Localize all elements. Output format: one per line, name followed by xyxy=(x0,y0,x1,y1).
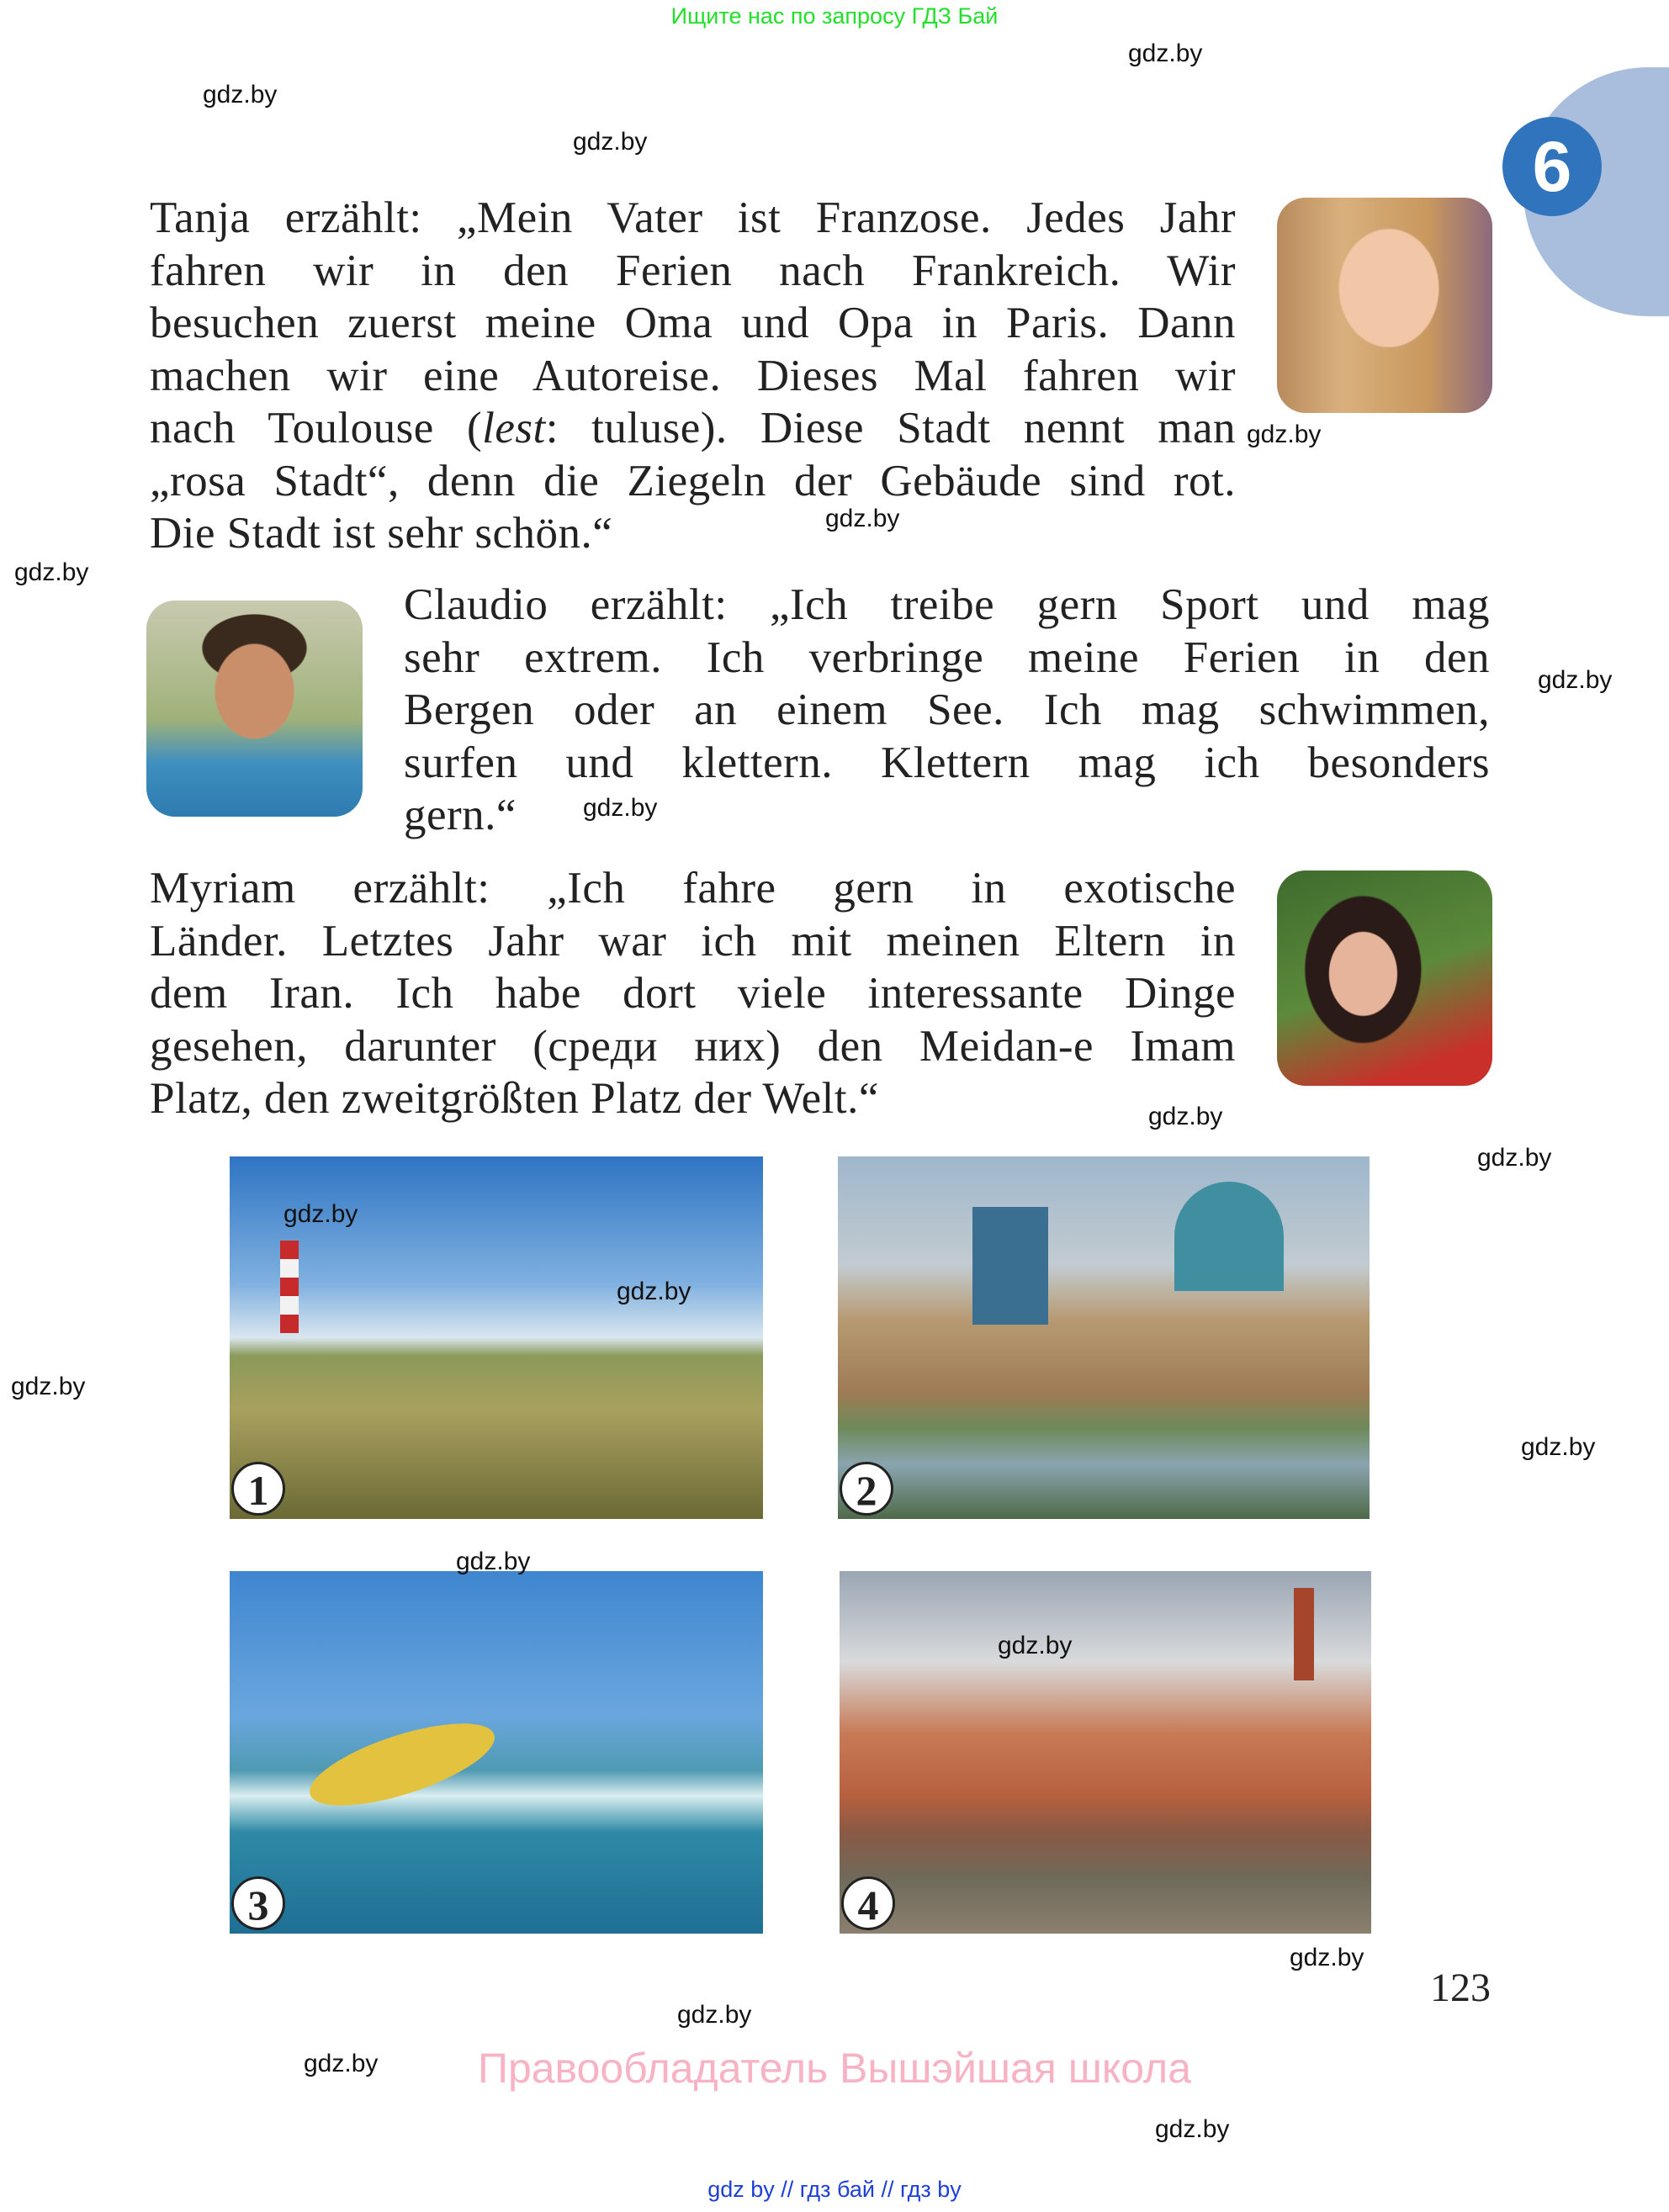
text-line: „rosa Stadt“, denn die Ziegeln der Gebäude sind rot. xyxy=(150,456,1236,505)
watermark: gdz.by xyxy=(573,128,648,156)
text-line: Bergen oder an einem See. Ich mag schwimmen, xyxy=(404,685,1490,734)
footer-links[interactable]: gdz by // гдз бай // гдз by xyxy=(707,2177,962,2202)
picture-imam-square xyxy=(838,1156,1370,1519)
picture-toulouse xyxy=(840,1571,1371,1934)
text-line: Myriam erzählt: „Ich fahre gern in exotische xyxy=(150,864,1236,913)
paragraph-tanja xyxy=(150,192,1236,560)
search-hint: Ищите нас по запросу ГДЗ Бай xyxy=(670,3,999,29)
watermark: gdz.by xyxy=(1477,1144,1552,1172)
mosque-portal-shape xyxy=(972,1207,1048,1325)
paragraph-claudio xyxy=(404,579,1490,842)
watermark: gdz.by xyxy=(11,1373,86,1400)
mosque-dome-shape xyxy=(1174,1182,1284,1291)
text-line: Claudio erzählt: „Ich treibe gern Sport und mag xyxy=(404,580,1490,629)
picture-number-badge: 1 xyxy=(231,1462,285,1516)
text-italic: lest xyxy=(482,404,546,452)
watermark: gdz.by xyxy=(583,794,658,822)
copyright-notice: Правообладатель Вышэйшая школа xyxy=(478,2045,1191,2092)
picture-surfing xyxy=(230,1571,763,1934)
text-line: sehr extrem. Ich verbringe meine Ferien in den xyxy=(404,632,1490,682)
watermark: gdz.by xyxy=(998,1632,1073,1659)
page-number: 123 xyxy=(1430,1966,1491,2010)
watermark: gdz.by xyxy=(456,1548,531,1575)
picture-number-badge: 2 xyxy=(840,1462,893,1516)
watermark: gdz.by xyxy=(14,558,89,586)
photo-myriam xyxy=(1277,871,1492,1086)
text-line xyxy=(150,402,1236,455)
text-line: dem Iran. Ich habe dort viele interessante Dinge xyxy=(150,969,1236,1018)
photo-tanja xyxy=(1277,198,1492,413)
surfboard-shape xyxy=(301,1707,503,1823)
text-segment: nach Toulouse ( xyxy=(150,404,483,452)
picture-number-badge: 3 xyxy=(231,1876,285,1930)
text-line: Länder. Letztes Jahr war ich mit meinen Eltern in xyxy=(150,916,1236,966)
watermark: gdz.by xyxy=(1128,40,1203,67)
church-tower-shape xyxy=(1294,1588,1314,1680)
text-line: Platz, den zweitgrößten Platz der Welt.“ xyxy=(150,1074,879,1123)
watermark: gdz.by xyxy=(1538,666,1613,694)
text-line: surfen und klettern. Klettern mag ich besonders xyxy=(404,738,1490,787)
photo-claudio xyxy=(146,601,363,817)
watermark: gdz.by xyxy=(203,81,278,108)
text-line: Tanja erzählt: „Mein Vater ist Franzose. Jedes Jahr xyxy=(150,193,1236,242)
watermark: gdz.by xyxy=(1148,1103,1223,1130)
text-line: besuchen zuerst meine Oma und Opa in Paris. Dann xyxy=(150,299,1236,347)
watermark: gdz.by xyxy=(304,2050,379,2077)
lighthouse-shape xyxy=(280,1241,299,1333)
picture-number-badge: 4 xyxy=(841,1876,895,1930)
chapter-number: 6 xyxy=(1502,117,1602,216)
text-segment: : tuluse). Diese Stadt nennt man xyxy=(545,404,1236,452)
watermark: gdz.by xyxy=(677,2001,752,2029)
paragraph-myriam xyxy=(150,862,1236,1125)
text-line: gern.“ xyxy=(404,791,517,839)
watermark: gdz.by xyxy=(1155,2115,1230,2143)
watermark: gdz.by xyxy=(1247,421,1322,448)
watermark: gdz.by xyxy=(1521,1433,1596,1461)
text-line: gesehen, darunter (среди них) den Meidan-e Imam xyxy=(150,1021,1236,1071)
text-line: Die Stadt ist sehr schön.“ xyxy=(150,509,613,558)
watermark: gdz.by xyxy=(825,505,900,532)
watermark: gdz.by xyxy=(283,1200,358,1228)
text-line: machen wir eine Autoreise. Dieses Mal fahren wir xyxy=(150,351,1236,400)
watermark: gdz.by xyxy=(1290,1944,1364,1971)
watermark: gdz.by xyxy=(617,1278,691,1305)
text-line: fahren wir in den Ferien nach Frankreich. Wir xyxy=(150,246,1236,295)
